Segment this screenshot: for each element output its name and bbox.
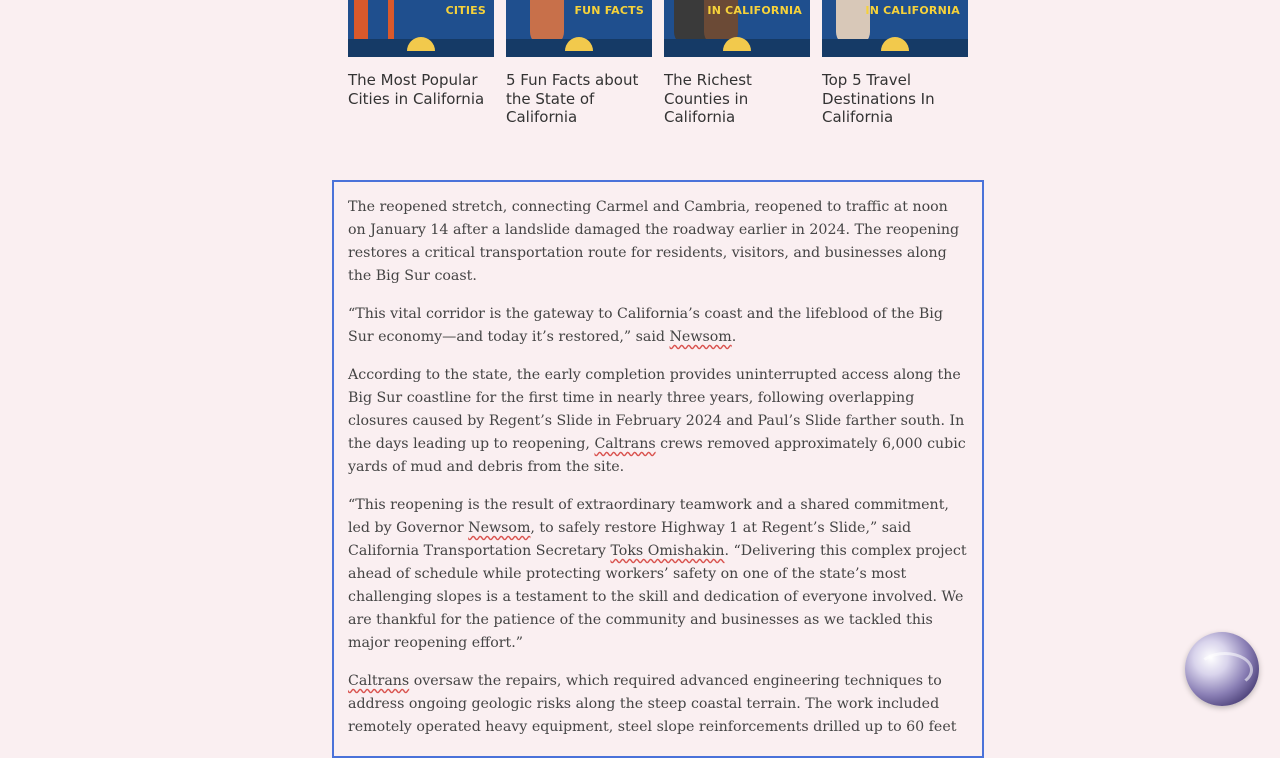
article-paragraph bbox=[348, 494, 968, 655]
ai-assistant-orb-icon[interactable] bbox=[1185, 632, 1259, 706]
orb-swirl bbox=[1197, 652, 1253, 688]
thumbnail-fun-facts[interactable] bbox=[506, 0, 652, 57]
spellcheck-word[interactable]: Newsom bbox=[669, 329, 732, 345]
related-card-fun-facts[interactable] bbox=[506, 0, 652, 127]
spellcheck-word[interactable]: Newsom bbox=[468, 520, 531, 536]
paragraph-text: According to the state, the early completion provides uninterrupted access along the Big Sur coastline for the first time in nearly three years, following overlapping closures caused by Regent’s Slide in February 2024 and Paul’s Slide farther south. In the days leading up to reopening, bbox=[348, 367, 965, 452]
spellcheck-word[interactable]: Toks Omishakin bbox=[610, 543, 725, 559]
spellcheck-word[interactable]: Caltrans bbox=[348, 673, 410, 689]
thumbnail-caption: IN CALIFORNIA bbox=[865, 4, 960, 17]
paragraph-text: “This vital corridor is the gateway to California’s coast and the lifeblood of the Big Sur economy—and today it’s restored,” said bbox=[348, 306, 943, 345]
related-title-travel-destinations[interactable]: Top 5 Travel Destinations In California bbox=[822, 71, 935, 126]
paragraph-text: . “Delivering this complex project ahead of schedule while protecting workers’ safety on one of the state’s most challenging slopes is a testament to the skill and dedication of everyone involved. We are thankful for the patience of the community and businesses as we tackled this major reopening effort.” bbox=[348, 543, 967, 651]
thumbnail-richest-counties[interactable] bbox=[664, 0, 810, 57]
spellcheck-word[interactable]: Caltrans bbox=[594, 436, 656, 452]
paragraph-text: The reopened stretch, connecting Carmel and Cambria, reopened to traffic at noon on January 14 after a landslide damaged the roadway earlier in 2024. The reopening restores a critical transportation route for residents, visitors, and businesses along the Big Sur coast. bbox=[348, 199, 960, 284]
thumbnail-caption: FUN FACTS bbox=[574, 4, 644, 17]
related-card-richest-counties[interactable] bbox=[664, 0, 810, 127]
related-card-travel-destinations[interactable] bbox=[822, 0, 968, 127]
thumbnail-caption: IN CALIFORNIA bbox=[707, 4, 802, 17]
article-body bbox=[332, 180, 984, 758]
thumbnail-caption: CITIES bbox=[445, 4, 486, 17]
paragraph-text: oversaw the repairs, which required advanced engineering techniques to address ongoing geologic risks along the steep coastal terrain. The work included remotely operated heavy equipment, steel slope reinforcements drilled up to 60 feet bbox=[348, 673, 957, 735]
related-card-cities[interactable] bbox=[348, 0, 494, 127]
article-paragraph bbox=[348, 196, 968, 288]
paragraph-text: crews removed approximately 6,000 cubic yards of mud and debris from the site. bbox=[348, 436, 966, 475]
thumbnail-travel-destinations[interactable] bbox=[822, 0, 968, 57]
article-paragraph bbox=[348, 303, 968, 349]
paragraph-text: , to safely restore Highway 1 at Regent’s Slide,” said California Transportation Secretary bbox=[348, 520, 912, 559]
article-paragraph bbox=[348, 670, 968, 739]
thumbnail-cities[interactable] bbox=[348, 0, 494, 57]
paragraph-text: . bbox=[731, 329, 737, 345]
related-title-fun-facts[interactable]: 5 Fun Facts about the State of California bbox=[506, 71, 639, 126]
related-title-cities[interactable]: The Most Popular Cities in California bbox=[348, 71, 485, 108]
paragraph-text: “This reopening is the result of extraordinary teamwork and a shared commitment, led by Governor bbox=[348, 497, 949, 536]
article-paragraph bbox=[348, 364, 968, 479]
related-title-richest-counties[interactable]: The Richest Counties in California bbox=[664, 71, 752, 126]
related-articles bbox=[348, 0, 968, 127]
